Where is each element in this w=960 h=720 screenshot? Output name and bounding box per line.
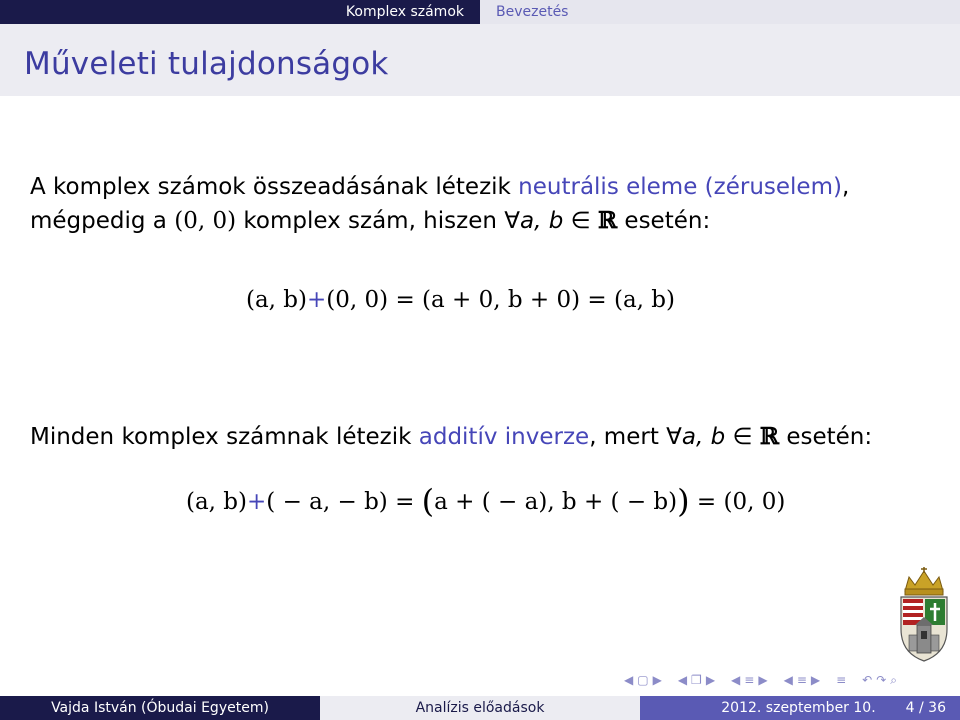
paragraph-neutral-element — [30, 170, 930, 238]
section-link-active[interactable]: Komplex számok — [345, 4, 464, 20]
header-right — [480, 0, 960, 24]
nav-document-icon[interactable]: ≡ — [836, 673, 847, 687]
header-bar — [0, 0, 960, 24]
eq-rest: (0, 0) = (a + 0, b + 0) = (a, b) — [326, 287, 675, 313]
equation-neutral — [246, 287, 675, 313]
nav-frame-next-icon[interactable]: ▶ — [705, 673, 716, 687]
nav-slide-next-icon[interactable]: ▶ — [652, 673, 662, 687]
text: A komplex számok összeadásának létezik — [30, 174, 519, 200]
math-in: ∈ — [563, 208, 598, 234]
footer-date: 2012. szeptember 10. — [721, 700, 876, 716]
text: esetén: — [779, 424, 873, 450]
eq-rhs: = (0, 0) — [689, 489, 786, 515]
nav-search-icon[interactable]: ⌕ — [890, 672, 898, 687]
university-crest-icon — [895, 565, 953, 663]
footer-page-number: 4 / 36 — [905, 700, 946, 716]
nav-forward-icon[interactable]: ↷ — [876, 673, 887, 687]
eq-big-paren-open: ( — [421, 482, 435, 520]
frame-title-bar — [0, 24, 960, 96]
nav-section-prev-icon[interactable]: ◀ — [783, 673, 793, 687]
eq-big-paren-close: ) — [677, 482, 690, 520]
math-reals: ℝ — [597, 207, 618, 234]
paragraph-additive-inverse — [30, 423, 872, 450]
text: , mert ∀ — [589, 424, 682, 450]
highlight-neutral: neutrális eleme (zéruselem) — [518, 174, 842, 200]
math-in: ∈ — [725, 424, 760, 450]
text: esetén: — [617, 208, 711, 234]
nav-frame-prev-icon[interactable]: ◀ — [677, 673, 688, 687]
beamer-navigation-symbols — [624, 672, 954, 688]
text: komplex szám, hiszen ∀ — [236, 208, 520, 234]
nav-slide-icon[interactable]: ▢ — [637, 673, 649, 687]
math-zero-pair: (0, 0) — [174, 208, 237, 234]
highlight-inverse: additív inverze — [418, 424, 590, 450]
subsection-link[interactable]: Bevezetés — [496, 4, 569, 20]
eq-neg: ( − a, − b) = — [266, 489, 422, 515]
footer-date-page — [640, 696, 960, 720]
nav-section-icon[interactable]: ≡ — [796, 673, 807, 687]
eq-plus: + — [247, 489, 267, 515]
nav-frame-icon[interactable]: ❐ — [691, 673, 702, 687]
frame-title: Műveleti tulajdonságok — [24, 46, 389, 82]
footer-course: Analízis előadások — [320, 696, 640, 720]
nav-slide-prev-icon[interactable]: ◀ — [624, 673, 634, 687]
text: , — [841, 174, 850, 200]
eq-lhs: (a, b) — [186, 489, 248, 515]
text: mégpedig a — [30, 208, 175, 234]
math-vars: a, b — [681, 424, 726, 450]
eq-plus: + — [307, 287, 327, 313]
math-vars: a, b — [519, 208, 564, 234]
eq-lhs: (a, b) — [246, 287, 308, 313]
equation-inverse — [186, 482, 785, 520]
text: Minden komplex számnak létezik — [30, 424, 419, 450]
nav-back-icon[interactable]: ↶ — [862, 673, 873, 687]
header-left — [0, 0, 480, 24]
math-reals: ℝ — [759, 423, 780, 450]
nav-section-next-icon[interactable]: ▶ — [810, 673, 821, 687]
nav-subsection-icon[interactable]: ≡ — [744, 673, 755, 687]
nav-subsection-prev-icon[interactable]: ◀ — [731, 673, 741, 687]
eq-inner: a + ( − a), b + ( − b) — [434, 489, 678, 515]
footer-author: Vajda István (Óbudai Egyetem) — [0, 696, 320, 720]
nav-subsection-next-icon[interactable]: ▶ — [758, 673, 768, 687]
footer-bar — [0, 696, 960, 720]
